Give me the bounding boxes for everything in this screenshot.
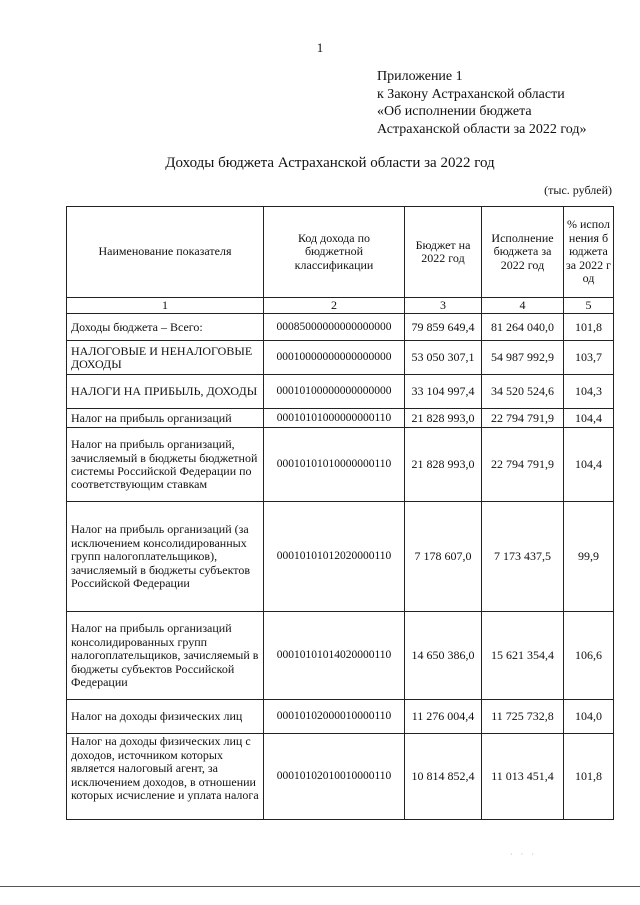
row-budget: 10 814 852,4 (405, 734, 482, 820)
row-execution: 22 794 791,9 (482, 409, 564, 428)
row-code: 00010000000000000000 (264, 341, 405, 375)
document-title: Доходы бюджета Астраханской области за 2022 год (165, 155, 495, 171)
row-budget: 53 050 307,1 (405, 341, 482, 375)
page-bottom-line (0, 886, 640, 887)
table-body (67, 314, 614, 820)
appendix-block (377, 68, 586, 138)
row-code: 00010100000000000000 (264, 375, 405, 409)
row-execution: 34 520 524,6 (482, 375, 564, 409)
row-percent: 104,4 (564, 409, 614, 428)
column-number: 1 (67, 298, 264, 314)
table-row (67, 502, 614, 612)
row-name: НАЛОГОВЫЕ И НЕНАЛОГОВЫЕ ДОХОДЫ (67, 341, 264, 375)
row-percent: 104,0 (564, 700, 614, 734)
row-percent: 101,8 (564, 734, 614, 820)
header-name: Наименование показателя (67, 207, 264, 298)
column-number: 5 (564, 298, 614, 314)
appendix-line: «Об исполнении бюджета (377, 104, 532, 119)
table-row (67, 734, 614, 820)
row-budget: 21 828 993,0 (405, 409, 482, 428)
appendix-line: к Закону Астраханской области (377, 86, 565, 102)
row-name: НАЛОГИ НА ПРИБЫЛЬ, ДОХОДЫ (67, 375, 264, 409)
table-row (67, 341, 614, 375)
row-code: 00010101000000000110 (264, 409, 405, 428)
row-name: Доходы бюджета – Всего: (67, 314, 264, 341)
row-code: 00010101012020000110 (264, 502, 405, 612)
row-name: Налог на доходы физических лиц (67, 700, 264, 734)
header-code: Код дохода по бюджетной классификации (264, 207, 405, 298)
column-number: 4 (482, 298, 564, 314)
table-row (67, 612, 614, 700)
row-code: 00010102000010000110 (264, 700, 405, 734)
row-execution: 7 173 437,5 (482, 502, 564, 612)
row-budget: 21 828 993,0 (405, 428, 482, 502)
row-percent: 101,8 (564, 314, 614, 341)
row-name: Налог на доходы физических лиц с доходов, источником которых является налоговый агент, за исключением доходов, в отношении которых исчисление и уплата налога (67, 734, 264, 820)
row-name: Налог на прибыль организаций (67, 409, 264, 428)
appendix-line: Приложение 1 (377, 69, 463, 84)
row-execution: 22 794 791,9 (482, 428, 564, 502)
row-name: Налог на прибыль организаций консолидированных групп налогоплательщиков, зачисляемый в бюджеты субъектов Российской Федерации (67, 612, 264, 700)
scan-marks: · · · (510, 850, 537, 859)
row-budget: 33 104 997,4 (405, 375, 482, 409)
row-budget: 11 276 004,4 (405, 700, 482, 734)
row-code: 00010101014020000110 (264, 612, 405, 700)
row-percent: 106,6 (564, 612, 614, 700)
row-percent: 99,9 (564, 502, 614, 612)
column-number: 2 (264, 298, 405, 314)
row-execution: 81 264 040,0 (482, 314, 564, 341)
row-budget: 79 859 649,4 (405, 314, 482, 341)
row-budget: 14 650 386,0 (405, 612, 482, 700)
table-row (67, 428, 614, 502)
table-row (67, 375, 614, 409)
row-budget: 7 178 607,0 (405, 502, 482, 612)
table-row (67, 314, 614, 341)
row-code: 00010101010000000110 (264, 428, 405, 502)
row-execution: 11 013 451,4 (482, 734, 564, 820)
column-number-row (67, 298, 614, 314)
row-percent: 104,3 (564, 375, 614, 409)
header-budget: Бюджет на 2022 год (405, 207, 482, 298)
row-percent: 103,7 (564, 341, 614, 375)
table-header-row (67, 207, 614, 298)
page-number: 1 (316, 40, 324, 55)
header-execution: Исполнение бюджета за 2022 год (482, 207, 564, 298)
revenue-table (66, 206, 614, 820)
table-row (67, 409, 614, 428)
row-name: Налог на прибыль организаций, зачисляемый в бюджеты бюджетной системы Российской Федерации по соответствующим ставкам (67, 428, 264, 502)
row-execution: 54 987 992,9 (482, 341, 564, 375)
row-execution: 15 621 354,4 (482, 612, 564, 700)
units-note: (тыс. рублей) (544, 183, 612, 197)
row-execution: 11 725 732,8 (482, 700, 564, 734)
row-percent: 104,4 (564, 428, 614, 502)
column-number: 3 (405, 298, 482, 314)
appendix-line: Астраханской области за 2022 год» (377, 121, 587, 137)
table-row (67, 700, 614, 734)
row-code: 00010102010010000110 (264, 734, 405, 820)
row-name: Налог на прибыль организаций (за исключением консолидированных групп налогоплательщиков), зачисляемый в бюджеты субъектов Российской Федерации (67, 502, 264, 612)
header-percent: % исполнения бюджета за 2022 год (564, 207, 614, 298)
row-code: 00085000000000000000 (264, 314, 405, 341)
